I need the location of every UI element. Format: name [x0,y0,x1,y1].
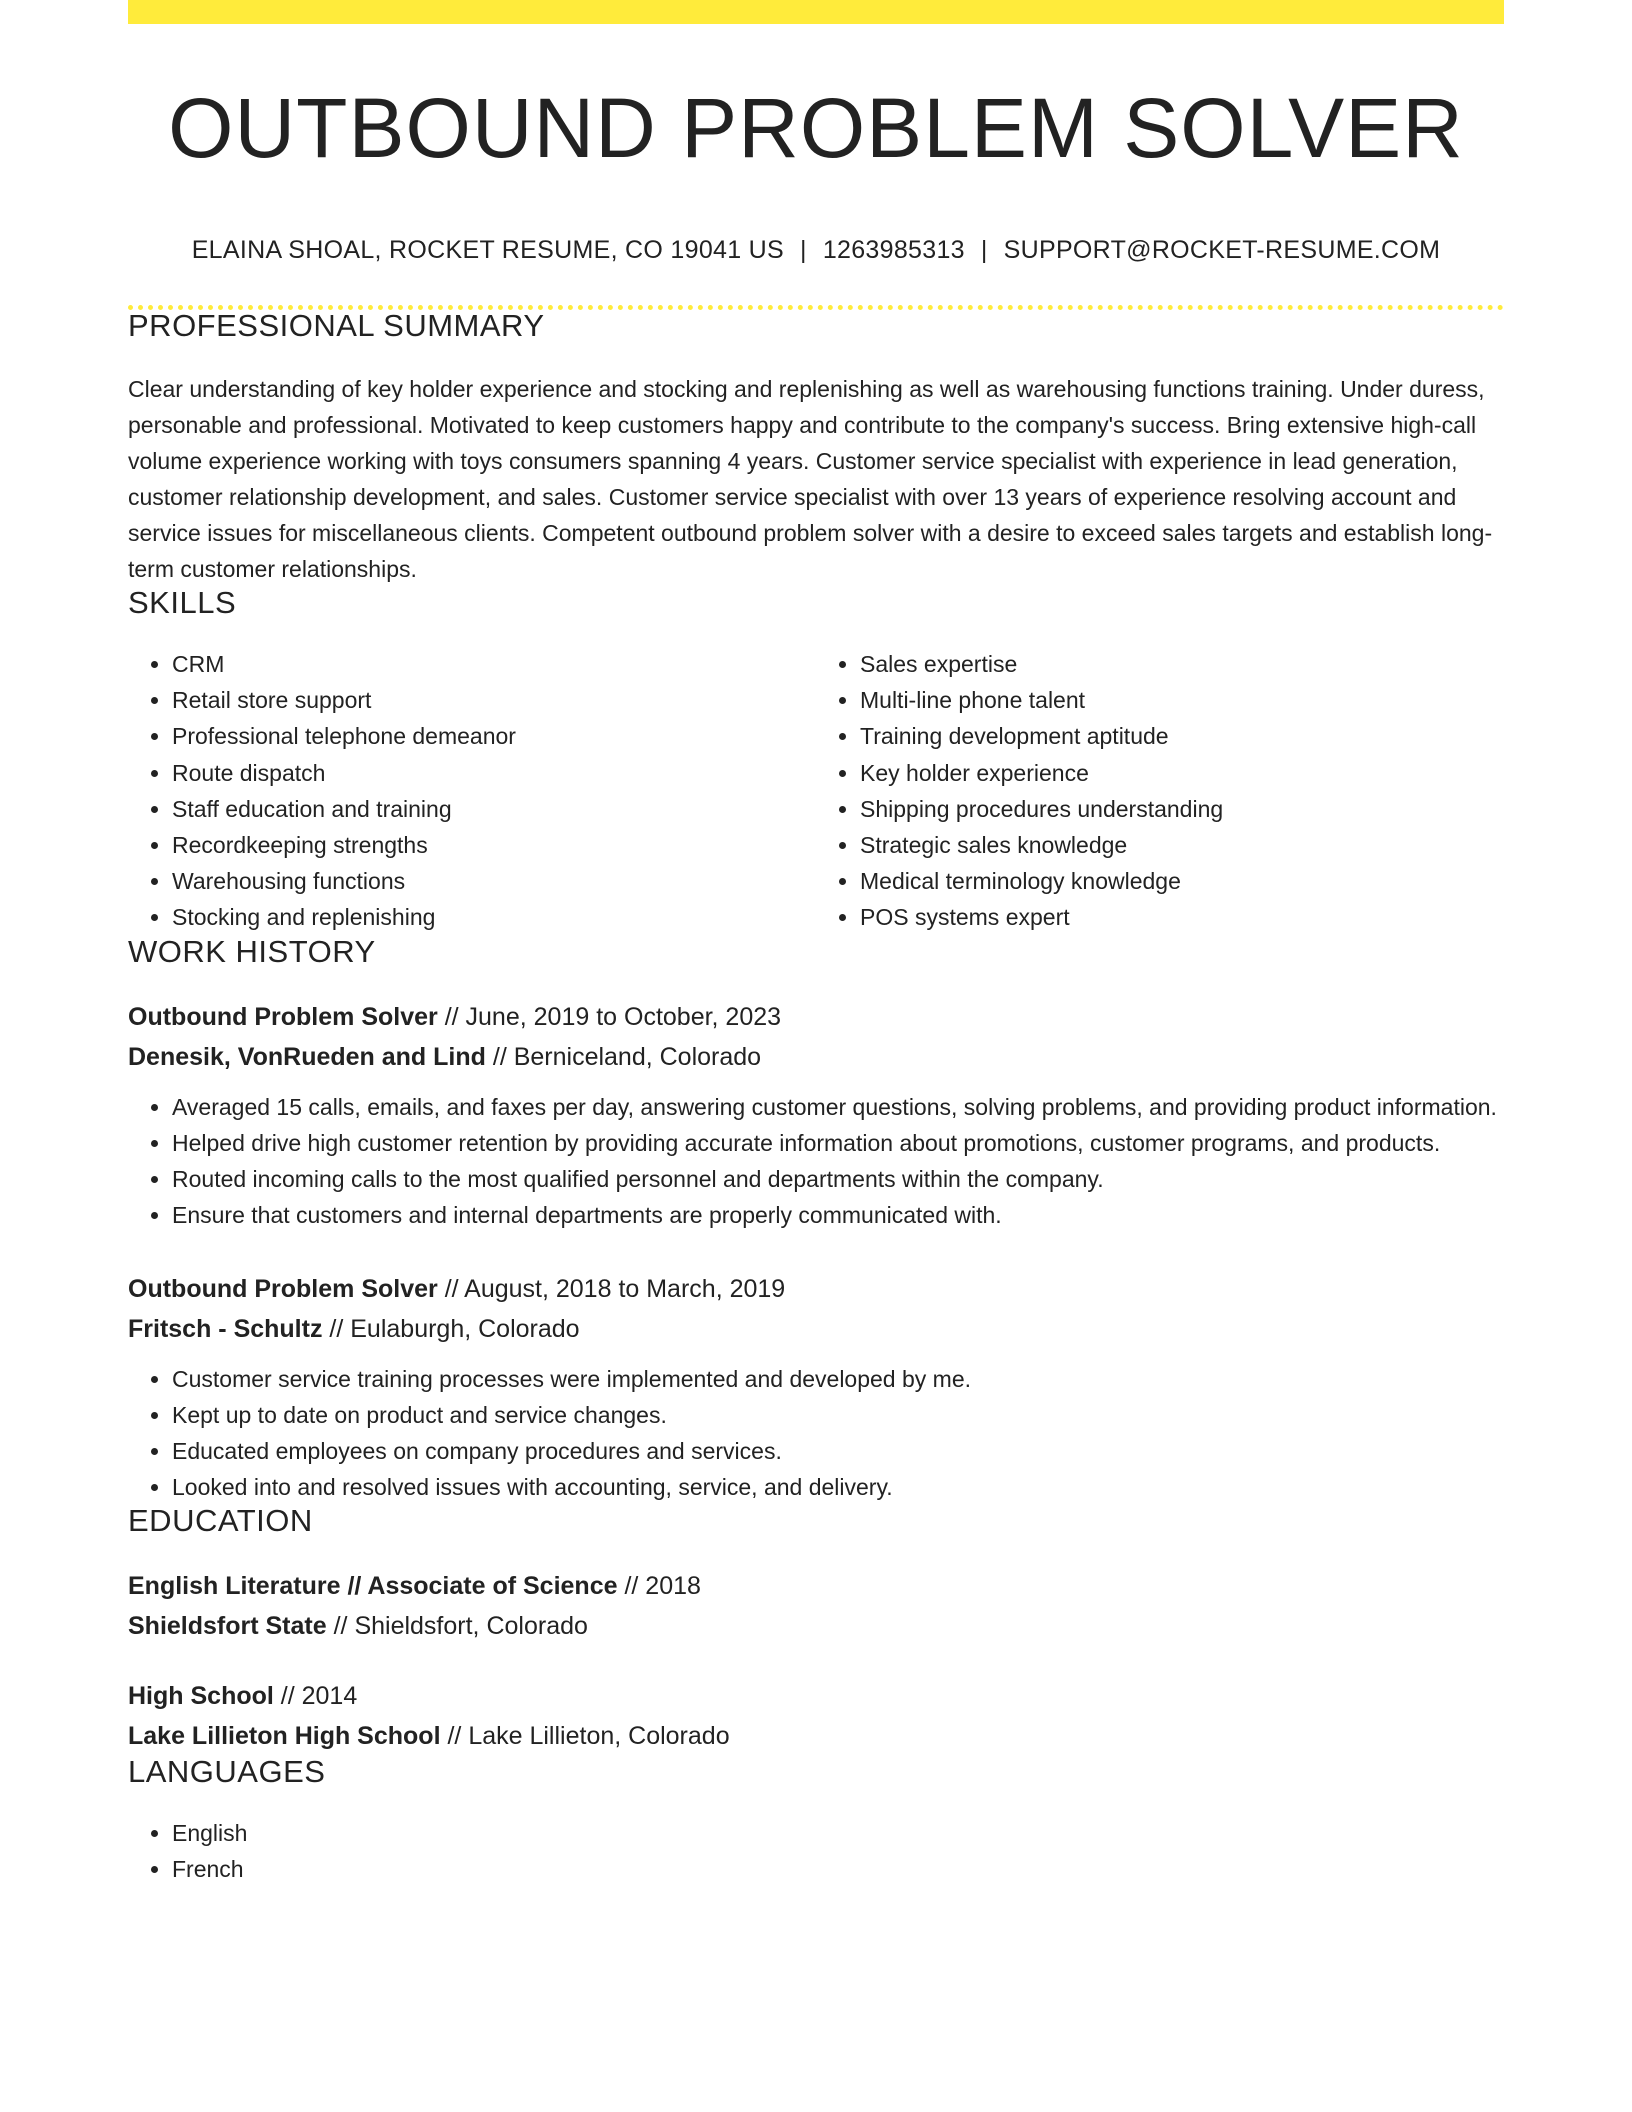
job-bullet: • Kept up to date on product and service changes. [172,1397,1504,1433]
job-title: Outbound Problem Solver [128,1274,438,1303]
skill-item: • Training development aptitude [860,718,1504,754]
job-company: Fritsch - Schultz [128,1314,323,1343]
education-school: Lake Lillieton High School [128,1721,441,1750]
education-entry [128,1676,1504,1756]
education-location: // Shieldsfort, Colorado [326,1611,588,1640]
education-degree: English Literature // Associate of Science [128,1571,618,1600]
education-location: // Lake Lillieton, Colorado [440,1721,730,1750]
job-bullet: • Helped drive high customer retention by providing accurate information about promotions, customer programs, and products. [172,1125,1504,1161]
education-year: // 2018 [617,1571,701,1600]
language-item: • French [172,1851,1504,1887]
contact-phone: 1263985313 [822,236,965,264]
job-title: Outbound Problem Solver [128,1002,438,1031]
section-heading-summary: PROFESSIONAL SUMMARY [128,308,545,343]
resume-title: OUTBOUND PROBLEM SOLVER [168,81,1464,175]
section-heading-skills: SKILLS [128,585,237,620]
education-school-line [128,1606,1504,1646]
skill-item: • Key holder experience [860,755,1504,791]
skill-item: • Shipping procedures understanding [860,791,1504,827]
skill-item: • POS systems expert [860,899,1504,935]
summary-text: Clear understanding of key holder experience and stocking and replenishing as well as warehousing functions training. Under duress, personable and professional. Motivated to keep customers happy and contribute to the company's success. Bring extensive high-call volume experience working with toys consumers spanning 4 years. Customer service specialist with experience in lead generation, customer relationship development, and sales. Customer service specialist with over 13 years of experience resolving account and service issues for miscellaneous clients. Competent outbound problem solver with a desire to exceed sales targets and establish long-term customer relationships. [128,376,1493,582]
contact-separator: | [980,236,988,264]
skill-item: • Retail store support [172,682,816,718]
job-bullets [128,1089,1504,1233]
skill-item: • Sales expertise [860,646,1504,682]
job-location: // Berniceland, Colorado [485,1042,762,1071]
education-school: Shieldsfort State [128,1611,327,1640]
skill-item: • Route dispatch [172,755,816,791]
skill-item: • Stocking and replenishing [172,899,816,935]
job-bullets [128,1361,1504,1505]
job-bullet: • Ensure that customers and internal departments are properly communicated with. [172,1197,1504,1233]
section-heading-education: EDUCATION [128,1502,313,1538]
job-company-line [128,1309,1504,1349]
top-accent-bar [128,0,1504,24]
job-entry [128,997,1504,1233]
job-bullet: • Looked into and resolved issues with accounting, service, and delivery. [172,1469,1504,1505]
contact-address: ELAINA SHOAL, ROCKET RESUME, CO 19041 US [191,236,785,264]
skills-column-right [816,646,1504,936]
skill-item: • Staff education and training [172,791,816,827]
resume-page [128,0,1504,1887]
skill-item: • Multi-line phone talent [860,682,1504,718]
job-bullet: • Averaged 15 calls, emails, and faxes per day, answering customer questions, solving problems, and providing product information. [172,1089,1504,1125]
skills-column-left [128,646,816,936]
contact-separator: | [800,236,807,264]
skill-item: • Professional telephone demeanor [172,718,816,754]
education-entry [128,1566,1504,1646]
job-location: // Eulaburgh, Colorado [322,1314,580,1343]
job-title-line [128,1269,1504,1309]
section-heading-languages: LANGUAGES [128,1753,326,1789]
job-title-line [128,997,1504,1037]
education-school-line [128,1716,1504,1756]
job-bullet: • Educated employees on company procedures and services. [172,1433,1504,1469]
education-degree-line [128,1566,1504,1606]
languages-list [128,1815,1504,1887]
job-dates: // June, 2019 to October, 2023 [437,1002,782,1031]
skill-item: • Warehousing functions [172,863,816,899]
education-degree: High School [128,1681,274,1710]
job-entry [128,1269,1504,1505]
contact-line [128,236,1504,265]
skill-item: • Strategic sales knowledge [860,827,1504,863]
education-degree-line [128,1676,1504,1716]
job-dates: // August, 2018 to March, 2019 [437,1274,786,1303]
contact-email: SUPPORT@ROCKET-RESUME.COM [1003,236,1441,264]
skill-item: • CRM [172,646,816,682]
language-item: • English [172,1815,1504,1851]
job-company: Denesik, VonRueden and Lind [128,1042,486,1071]
skill-item: • Medical terminology knowledge [860,863,1504,899]
skills-list [128,646,1504,936]
job-bullet: • Routed incoming calls to the most qualified personnel and departments within the company. [172,1161,1504,1197]
section-heading-work-history: WORK HISTORY [128,933,376,969]
skill-item: • Recordkeeping strengths [172,827,816,863]
education-year: // 2014 [273,1681,358,1710]
job-company-line [128,1037,1504,1077]
job-bullet: • Customer service training processes were implemented and developed by me. [172,1361,1504,1397]
